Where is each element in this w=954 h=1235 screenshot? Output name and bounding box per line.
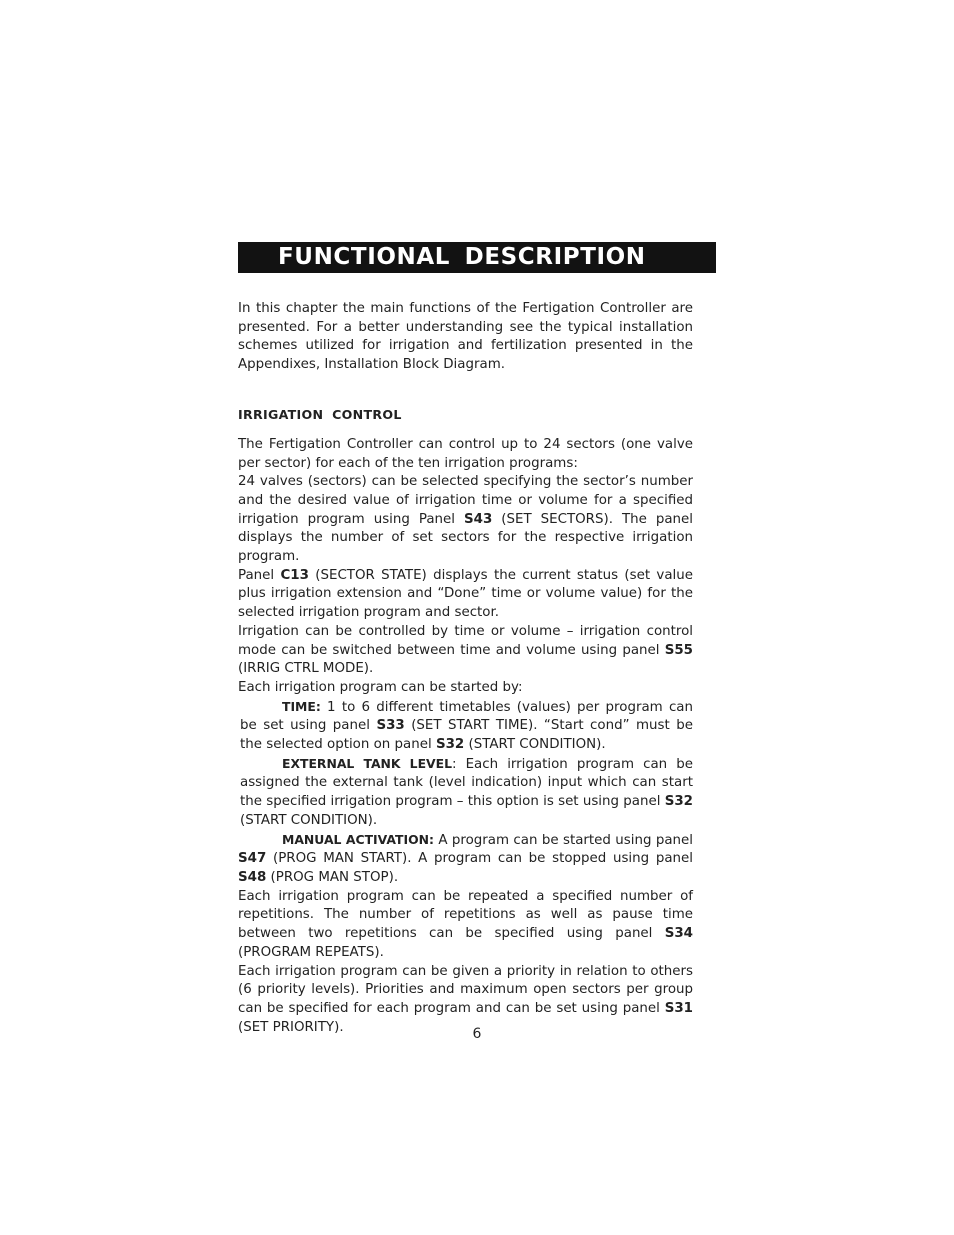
panel-ref-s32: S32 — [435, 737, 465, 753]
text: (SET SECTORS). The panel displays the number of set sectors for the respective irrigation program. — [238, 511, 693, 565]
page-content — [238, 300, 693, 1037]
start-method-time — [238, 698, 693, 755]
start-method-manual — [238, 831, 693, 888]
text: : Each irrigation program can be assigned the external tank (level indication) input which can start the specified irrigation program – this option is set using panel — [240, 756, 693, 810]
text: (START CONDITION). — [464, 737, 606, 753]
text: Each irrigation program can be repeated a specified number of repetitions. The number of repetitions as well as pause time between two repetitions can be specified using panel — [238, 888, 693, 942]
text: (SET PRIORITY). — [238, 1019, 344, 1035]
text: Each irrigation program can be given a priority in relation to others (6 priority levels). Priorities and maximum open sectors per group can be specified for each program and can be set using panel — [238, 963, 693, 1016]
tank-level-label: EXTERNAL TANK LEVEL — [282, 755, 452, 771]
time-label: TIME: — [282, 698, 321, 714]
paragraph-start-methods: Each irrigation program can be started by: — [238, 679, 523, 695]
text: (PROGRAM REPEATS). — [238, 944, 384, 960]
panel-ref-s34: S34 — [664, 926, 693, 942]
panel-ref-s31: S31 — [664, 1000, 693, 1016]
paragraph-sector-state — [238, 567, 693, 623]
panel-ref-s48: S48 — [238, 869, 267, 885]
text: (IRRIG CTRL MODE). — [238, 661, 374, 677]
panel-ref-c13: C13 — [280, 567, 309, 583]
intro-paragraph: In this chapter the main functions of the Fertigation Controller are presented. For a better understanding see the typical installation schemes utilized for irrigation and fertilization presented in the Appendixes, Installation Block Diagram. — [238, 301, 693, 373]
section-title: IRRIGATION CONTROL — [238, 406, 402, 422]
text: Panel — [238, 567, 281, 583]
panel-ref-s55: S55 — [664, 642, 693, 658]
text: (PROG MAN STOP). — [266, 869, 399, 885]
chapter-header-bar — [238, 242, 716, 273]
text: 1 to 6 different timetables (values) per program can be set using panel — [240, 699, 693, 734]
page-number: 6 — [472, 1026, 482, 1042]
panel-ref-s32: S32 — [664, 794, 693, 810]
text: Irrigation can be controlled by time or volume – irrigation control mode can be switched between time and volume using panel — [238, 623, 693, 658]
paragraph-sectors-overview: The Fertigation Controller can control up to 24 sectors (one valve per sector) for each of the ten irrigation programs: — [238, 436, 693, 471]
text: (SET START TIME). “Start cond” must be the selected option on panel — [240, 718, 693, 753]
manual-activation-label: MANUAL ACTIVATION: — [282, 831, 434, 847]
text: 24 valves (sectors) can be selected specifying the sector’s number and the desired value of irrigation time or volume for a specified irrigation program using Panel — [238, 474, 693, 527]
paragraph-set-sectors — [238, 473, 693, 567]
start-method-tank-level — [238, 755, 693, 831]
text: (START CONDITION). — [240, 812, 378, 828]
panel-ref-s43: S43 — [464, 511, 493, 527]
panel-ref-s33: S33 — [376, 718, 405, 734]
paragraph-control-mode — [238, 623, 693, 679]
text: A program can be started using panel — [433, 832, 693, 848]
panel-ref-s47: S47 — [238, 851, 267, 867]
chapter-title: FUNCTIONAL DESCRIPTION — [278, 244, 646, 270]
paragraph-program-repeats — [238, 888, 693, 963]
text: (SECTOR STATE) displays the current status (set value plus irrigation extension and “Done” time or volume value) for the selected irrigation program and sector. — [238, 567, 693, 621]
text: (PROG MAN START). A program can be stopped using panel — [266, 851, 693, 867]
